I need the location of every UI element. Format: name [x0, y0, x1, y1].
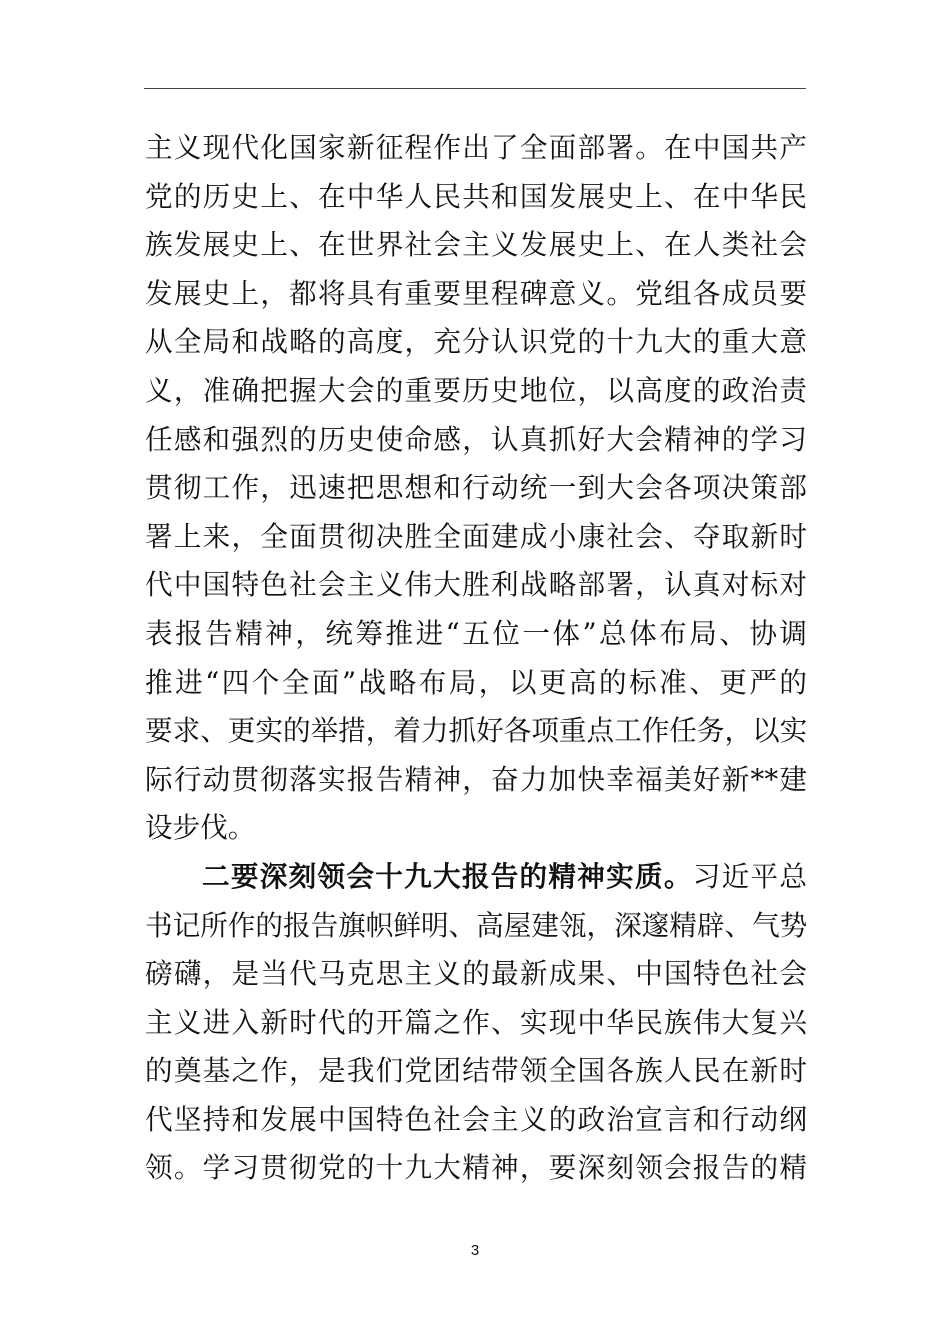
text-line: 主义现代化国家新征程作出了全面部署。在中国共产: [145, 131, 807, 164]
page-number: 3: [470, 1242, 480, 1259]
text-line: 领。学习贯彻党的十九大精神，要深刻领会报告的精: [145, 1151, 807, 1185]
text-line: 主义进入新时代的开篇之作、实现中华民族伟大复兴: [145, 1005, 807, 1039]
text-line: 要求、更实的举措，着力抓好各项重点工作任务，以实: [145, 714, 808, 748]
text-line-last: 设步伐。: [145, 811, 256, 845]
document-body: [145, 124, 807, 1193]
paragraph-first-line: [145, 853, 807, 902]
text-line: 署上来，全面贯彻决胜全面建成小康社会、夺取新时: [145, 519, 807, 553]
text-line: 从全局和战略的高度，充分认识党的十九大的重大意: [145, 325, 807, 359]
text-line: 义，准确把握大会的重要历史地位，以高度的政治责: [145, 373, 807, 407]
header-rule: [144, 88, 806, 89]
text-line: 族发展史上、在世界社会主义发展史上、在人类社会: [145, 228, 807, 262]
text-line: 代中国特色社会主义伟大胜利战略部署，认真对标对: [145, 568, 807, 602]
text-line: 表报告精神，统筹推进“五位一体”总体布局、协调: [145, 616, 807, 650]
text-line: 际行动贯彻落实报告精神，奋力加快幸福美好新**建: [145, 762, 807, 796]
text-line: 党的历史上、在中华人民共和国发展史上、在中华民: [145, 179, 807, 213]
text-line: 代坚持和发展中国特色社会主义的政治宣言和行动纲: [145, 1102, 807, 1136]
text-line: 书记所作的报告旗帜鲜明、高屋建瓴，深邃精辟、气势: [145, 908, 808, 942]
text-run: 习近平总: [692, 859, 807, 893]
paragraph-1: [145, 124, 807, 853]
text-line: 发展史上，都将具有重要里程碑意义。党组各成员要: [145, 276, 807, 310]
text-line: 任感和强烈的历史使命感，认真抓好大会精神的学习: [145, 422, 807, 456]
paragraph-heading: 二要深刻领会十九大报告的精神实质。: [202, 859, 693, 893]
text-line: 贯彻工作，迅速把思想和行动统一到大会各项决策部: [145, 471, 807, 505]
text-line: 磅礴，是当代马克思主义的最新成果、中国特色社会: [145, 957, 807, 991]
text-line: 的奠基之作，是我们党团结带领全国各族人民在新时: [145, 1054, 807, 1088]
paragraph-2: [145, 853, 807, 1193]
text-line: 推进“四个全面”战略布局，以更高的标准、更严的: [145, 665, 807, 699]
